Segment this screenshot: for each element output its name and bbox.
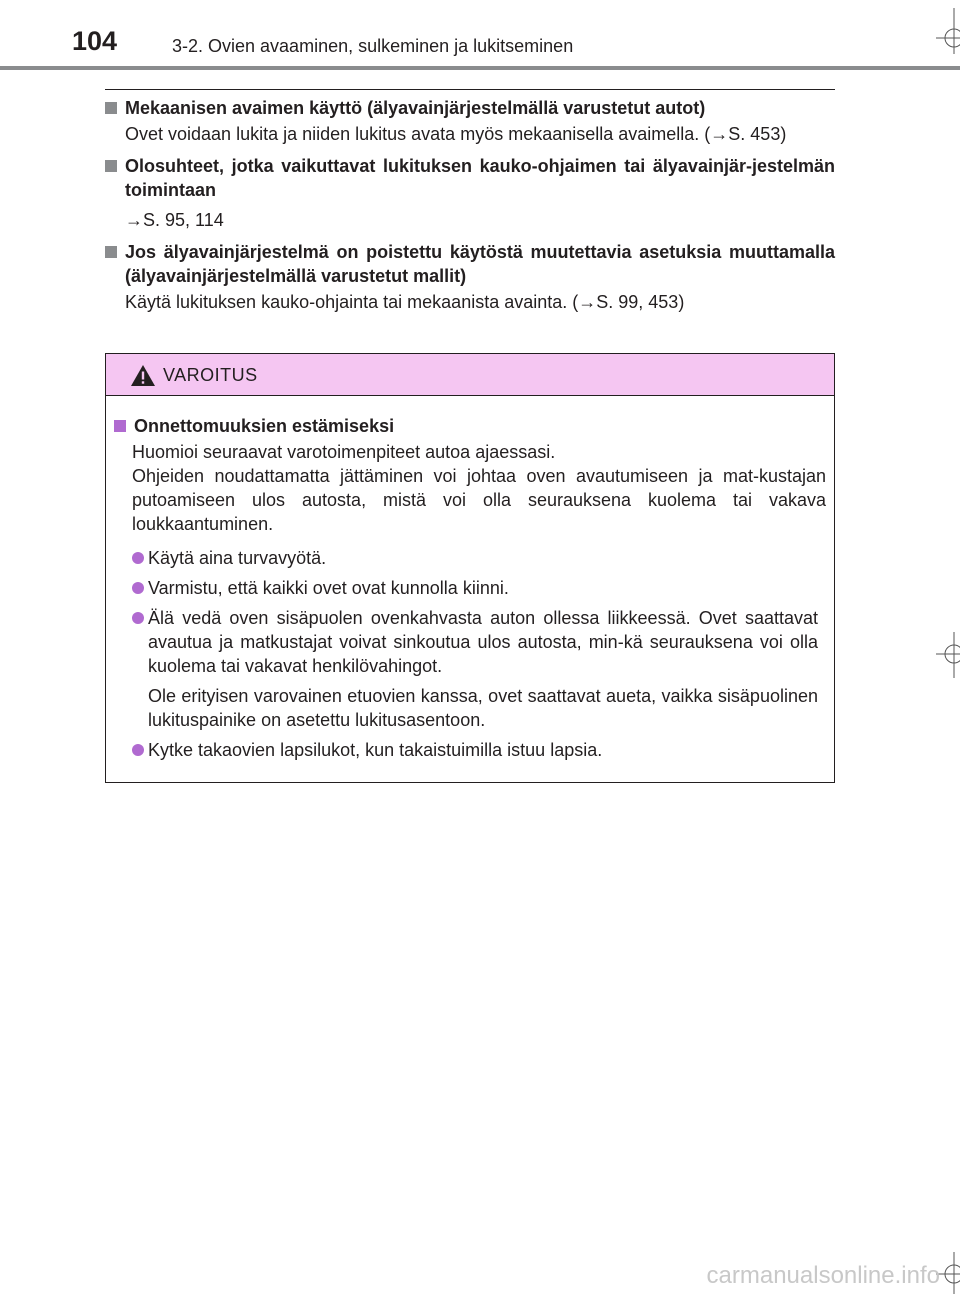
crop-mark-icon <box>936 632 960 678</box>
header-title: 3-2. Ovien avaaminen, sulkeminen ja lukitseminen <box>172 36 574 56</box>
section-body: Käytä lukituksen kauko-ohjainta tai mekaanista avainta. (→S. 99, 453) <box>125 292 685 312</box>
list-item: Kytke takaovien lapsilukot, kun takaistuimilla istuu lapsia. <box>114 738 826 762</box>
section-conditions <box>105 154 835 232</box>
square-bullet-icon <box>114 420 126 432</box>
section-disabled-smart-key <box>105 240 835 314</box>
warning-header <box>106 354 834 396</box>
warning-heading: Onnettomuuksien estämiseksi <box>134 416 395 436</box>
square-bullet-icon <box>105 102 117 114</box>
bullet-dot-icon <box>132 552 144 564</box>
warning-title: VAROITUS <box>163 365 258 385</box>
section-mechanical-key <box>105 96 835 146</box>
footer-watermark: carmanualsonline.info <box>706 1262 940 1289</box>
section-heading: Mekaanisen avaimen käyttö (älyavainjärjestelmällä varustetut autot) <box>125 98 706 118</box>
section-body: Ovet voidaan lukita ja niiden lukitus avata myös mekaanisella avaimella. (→S. 453) <box>125 124 787 144</box>
list-item: Älä vedä oven sisäpuolen ovenkahvasta auton ollessa liikkeessä. Ovet saattavat avautua ja matkustajat voivat sinkoutua ulos autosta, min-kä seurauksena voi olla kuolema tai vakavat henkilövahingot. <box>114 606 826 678</box>
square-bullet-icon <box>105 246 117 258</box>
warning-paragraph: Ohjeiden noudattamatta jättäminen voi johtaa oven avautumiseen ja mat-kustajan putoamiseen ulos autosta, mistä voi olla seurauksena kuolema tai vakava loukkaantuminen. <box>132 466 826 534</box>
list-item: Käytä aina turvavyötä. <box>114 546 826 570</box>
section-body: →S. 95, 114 <box>125 210 224 230</box>
bullet-dot-icon <box>132 612 144 624</box>
crop-mark-icon <box>936 8 960 54</box>
square-bullet-icon <box>105 160 117 172</box>
section-heading: Jos älyavainjärjestelmä on poistettu käytöstä muutettavia asetuksia muuttamalla (älyavainjärjestelmällä varustetut mallit) <box>125 242 835 286</box>
warning-triangle-icon <box>130 364 156 387</box>
main-content <box>105 96 835 320</box>
bullet-dot-icon <box>132 744 144 756</box>
bullet-dot-icon <box>132 582 144 594</box>
content-rule <box>105 89 835 90</box>
list-item: Varmistu, että kaikki ovet ovat kunnolla kiinni. <box>114 576 826 600</box>
warning-sub-paragraph: Ole erityisen varovainen etuovien kanssa, ovet saattavat aueta, vaikka sisäpuolinen lukituspainike on asetettu lukitusasentoon. <box>148 686 818 730</box>
section-heading: Olosuhteet, jotka vaikuttavat lukituksen kauko-ohjaimen tai älyavainjär-jestelmän toimintaan <box>125 156 835 200</box>
header-rule <box>0 66 960 70</box>
warning-intro: Huomioi seuraavat varotoimenpiteet autoa ajaessasi. <box>132 442 556 462</box>
page-number: 104 <box>72 26 118 56</box>
warning-box <box>105 353 835 783</box>
